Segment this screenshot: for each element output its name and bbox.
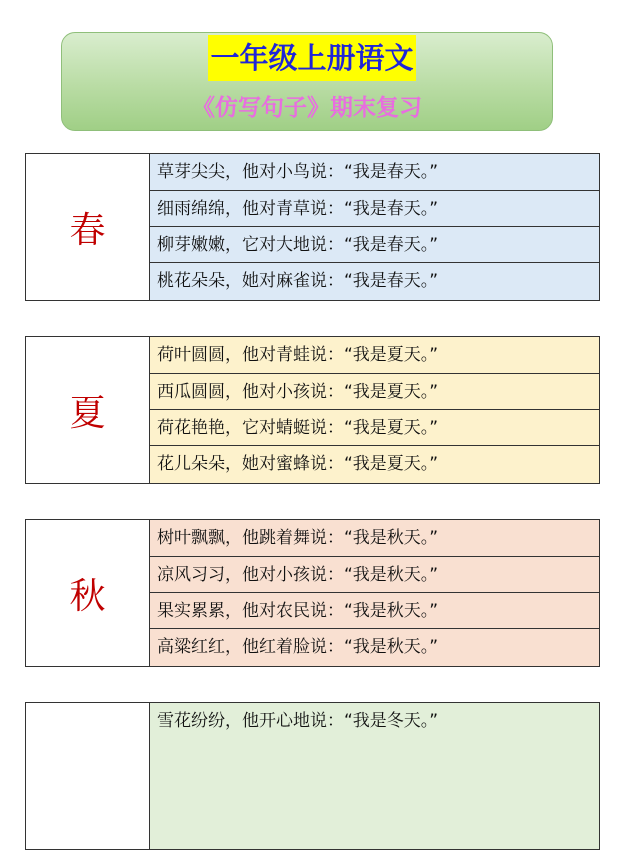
sentence-row: 凉风习习，他对小孩说：“我是秋天。” <box>150 556 599 592</box>
sentence-row: 细雨绵绵，他对青草说：“我是春天。” <box>150 190 599 226</box>
sentence-row: 西瓜圆圆，他对小孩说：“我是夏天。” <box>150 373 599 409</box>
season-label: 夏 <box>26 337 150 483</box>
sentence-row: 柳芽嫩嫩，它对大地说：“我是春天。” <box>150 226 599 262</box>
page-subtitle: 《仿写句子》期末复习 <box>192 95 422 121</box>
sentence-row: 雪花纷纷，他开心地说：“我是冬天。” <box>157 711 439 731</box>
sentence-row: 高粱红红，他红着脸说：“我是秋天。” <box>150 628 599 664</box>
sentence-list <box>150 520 599 666</box>
season-table-winter <box>25 702 600 850</box>
sentence-row: 荷叶圆圆，他对青蛙说：“我是夏天。” <box>157 345 439 365</box>
season-table-autumn <box>25 519 600 667</box>
season-table-spring <box>25 153 600 301</box>
sentence-row: 树叶飘飘，他跳着舞说：“我是秋天。” <box>157 528 439 548</box>
sentence-row: 荷花艳艳，它对蜻蜓说：“我是夏天。” <box>150 409 599 445</box>
sentence-list <box>150 703 599 849</box>
sentence-row: 草芽尖尖，他对小鸟说：“我是春天。” <box>157 162 439 182</box>
season-label: 春 <box>26 154 150 300</box>
sentence-row: 桃花朵朵，她对麻雀说：“我是春天。” <box>150 262 599 298</box>
sentence-row: 果实累累，他对农民说：“我是秋天。” <box>150 592 599 628</box>
season-label <box>26 703 150 849</box>
season-table-summer <box>25 336 600 484</box>
sentence-list <box>150 154 599 300</box>
page-title: 一年级上册语文 <box>208 35 416 81</box>
sentence-row: 花儿朵朵，她对蜜蜂说：“我是夏天。” <box>150 445 599 481</box>
season-label: 秋 <box>26 520 150 666</box>
sentence-list <box>150 337 599 483</box>
